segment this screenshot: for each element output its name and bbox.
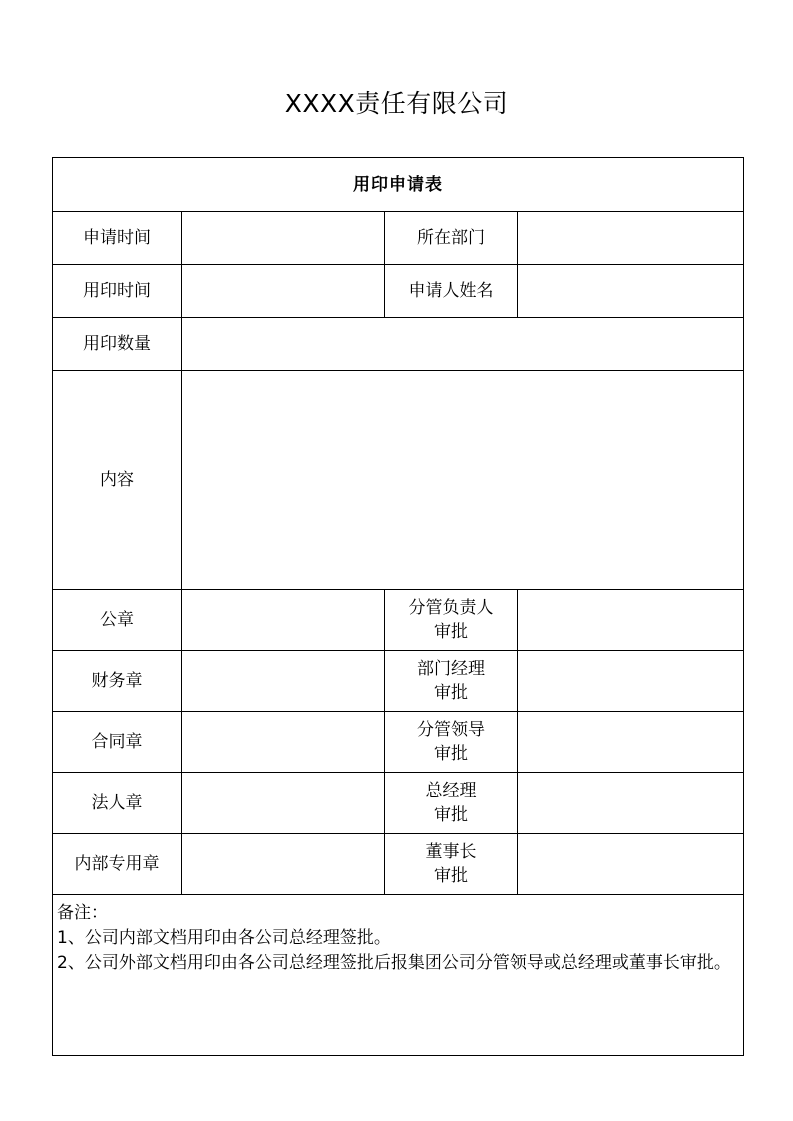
approver-label-line1: 分管领导 (417, 720, 485, 740)
approver-signature-field[interactable] (518, 773, 744, 834)
approver-signature-field[interactable] (518, 712, 744, 773)
approver-label-line1: 部门经理 (417, 659, 485, 679)
seal-type-field[interactable] (182, 712, 385, 773)
content-field[interactable] (182, 371, 744, 590)
notes-section (53, 895, 744, 1056)
approver-label (385, 712, 518, 773)
seal-time-label: 用印时间 (53, 265, 182, 318)
approver-label-line1: 董事长 (425, 842, 477, 862)
form-title: 用印申请表 (53, 158, 744, 212)
seal-application-form (52, 157, 744, 1056)
seal-type-field[interactable] (182, 590, 385, 651)
department-field[interactable] (518, 212, 744, 265)
notes-line: 1、公司内部文档用印由各公司总经理签批。 (57, 928, 391, 948)
notes-line: 2、公司外部文档用印由各公司总经理签批后报集团公司分管领导或总经理或董事长审批。 (57, 953, 731, 973)
approver-label-line2: 审批 (434, 622, 468, 642)
approver-label-line1: 分管负责人 (408, 598, 494, 618)
seal-type-label: 公章 (53, 590, 182, 651)
department-label: 所在部门 (385, 212, 518, 265)
notes-title: 备注： (57, 903, 108, 923)
approver-label (385, 834, 518, 895)
approver-label-line2: 审批 (434, 744, 468, 764)
seal-type-label: 合同章 (53, 712, 182, 773)
seal-type-field[interactable] (182, 651, 385, 712)
approver-label-line2: 审批 (434, 805, 468, 825)
approver-label (385, 773, 518, 834)
seal-time-field[interactable] (182, 265, 385, 318)
approver-signature-field[interactable] (518, 651, 744, 712)
content-label: 内容 (53, 371, 182, 590)
seal-type-label: 内部专用章 (53, 834, 182, 895)
approver-label (385, 651, 518, 712)
apply-time-label: 申请时间 (53, 212, 182, 265)
applicant-label: 申请人姓名 (385, 265, 518, 318)
approver-label-line2: 审批 (434, 683, 468, 703)
seal-type-label: 法人章 (53, 773, 182, 834)
apply-time-field[interactable] (182, 212, 385, 265)
company-name: XXXX责任有限公司 (284, 89, 509, 118)
approver-signature-field[interactable] (518, 590, 744, 651)
approver-label (385, 590, 518, 651)
seal-type-field[interactable] (182, 834, 385, 895)
approver-label-line2: 审批 (434, 866, 468, 886)
seal-count-label: 用印数量 (53, 318, 182, 371)
applicant-field[interactable] (518, 265, 744, 318)
approver-signature-field[interactable] (518, 834, 744, 895)
approver-label-line1: 总经理 (425, 781, 477, 801)
seal-count-field[interactable] (182, 318, 744, 371)
seal-type-label: 财务章 (53, 651, 182, 712)
seal-type-field[interactable] (182, 773, 385, 834)
